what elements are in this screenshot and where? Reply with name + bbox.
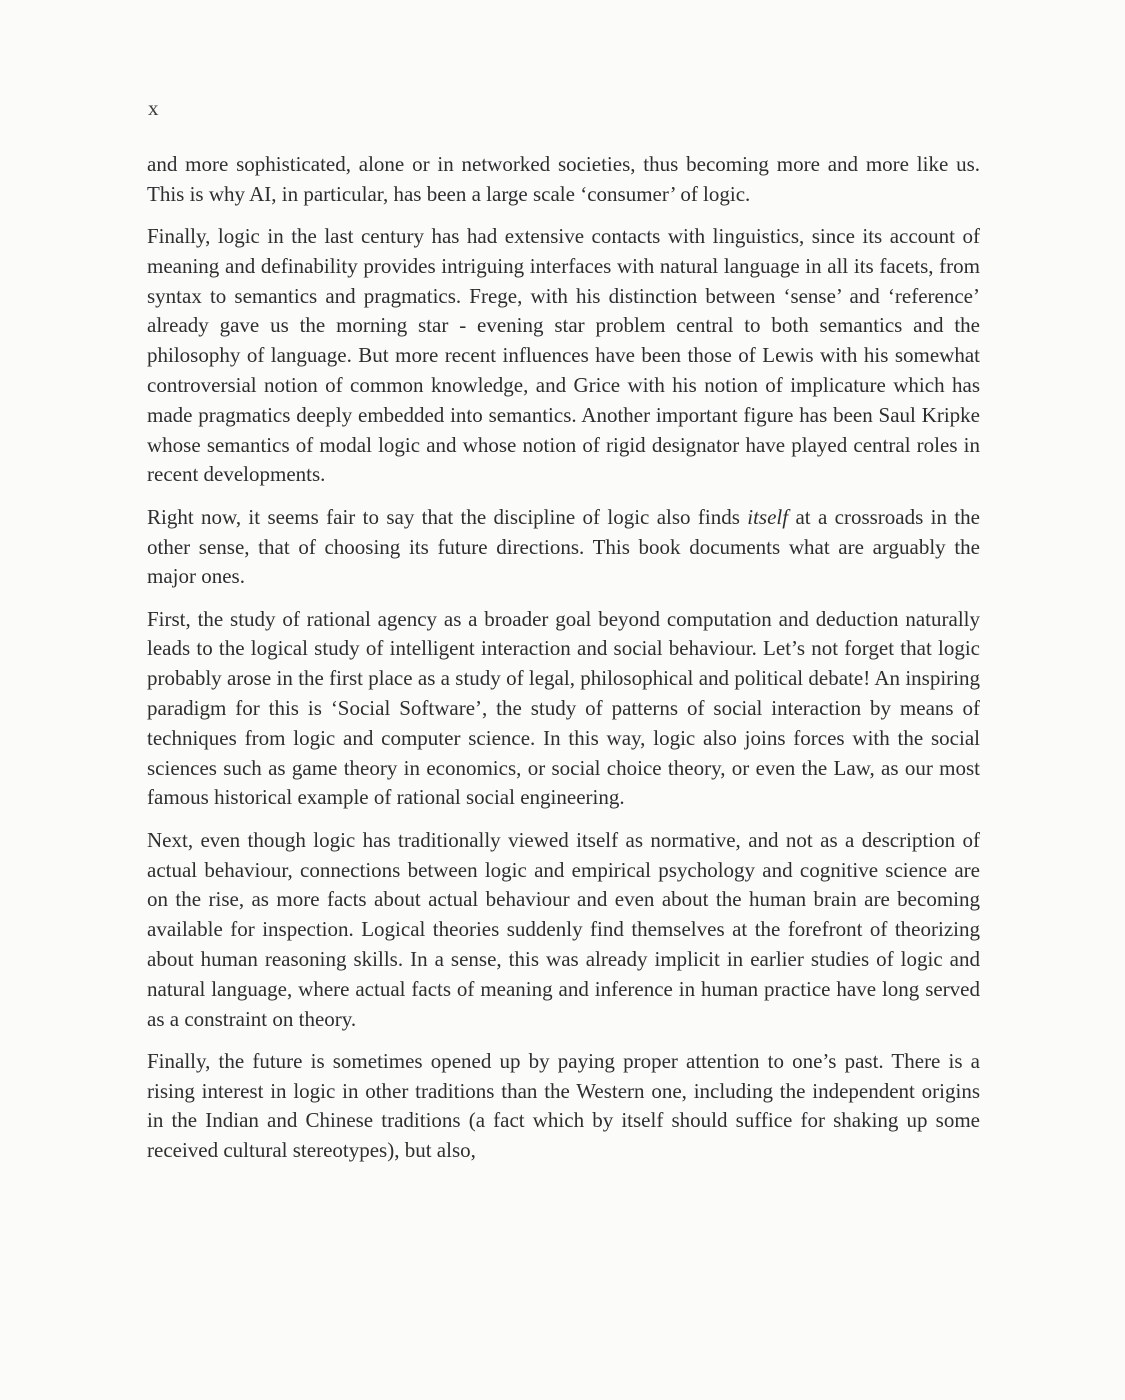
paragraph-text: Finally, logic in the last century has had extensive contacts with linguistics, since its account of meaning and definability provides intriguing interfaces with natural language in all its facets, from syntax to semantics and pragmatics. Frege, with his distinction between ‘sense’ and ‘reference’ already gave us the morning star - evening star problem central to both semantics and the philosophy of language. But more recent influences have been those of Lewis with his somewhat controversial notion of common knowledge, and Grice with his notion of implicature which has made pragmatics deeply embedded into semantics. Another important figure has been Saul Kripke whose semantics of modal logic and whose notion of rigid designator have played central roles in recent developments. [147, 224, 980, 487]
paragraph-text: and more sophisticated, alone or in networked societies, thus becoming more and more like us. This is why AI, in particular, has been a large scale ‘consumer’ of logic. [147, 152, 980, 206]
body-text [147, 150, 980, 1179]
paragraph-text: at a crossroads in the other sense, that of choosing its future directions. This book documents what are arguably the major ones. [147, 504, 980, 589]
paragraph-text: Finally, the future is sometimes opened up by paying proper attention to one’s past. There is a rising interest in logic in other traditions than the Western one, including the independent origins in the Indian and Chinese traditions (a fact which by itself should suffice for shaking up some received cultural stereotypes), but also, [147, 1048, 980, 1163]
emphasized-word: itself [747, 504, 789, 529]
paragraph [147, 503, 980, 592]
page-number: x [148, 96, 159, 120]
paragraph [147, 150, 980, 210]
paragraph-text: Next, even though logic has traditionally viewed itself as normative, and not as a description of actual behaviour, connections between logic and empirical psychology and cognitive science are on the rise, as more facts about actual behaviour and even about the human brain are becoming available for inspection. Logical theories suddenly find themselves at the forefront of theorizing about human reasoning skills. In a sense, this was already implicit in earlier studies of logic and natural language, where actual facts of meaning and inference in human practice have long served as a constraint on theory. [147, 827, 980, 1031]
paragraph [147, 1047, 980, 1166]
paragraph-text: First, the study of rational agency as a broader goal beyond computation and deduction naturally leads to the logical study of intelligent interaction and social behaviour. Let’s not forget that logic probably arose in the first place as a study of legal, philosophical and political debate! An inspiring paradigm for this is ‘Social Software’, the study of patterns of social interaction by means of techniques from logic and computer science. In this way, logic also joins forces with the social sciences such as game theory in economics, or social choice theory, or even the Law, as our most famous historical example of rational social engineering. [147, 606, 980, 810]
paragraph [147, 826, 980, 1035]
paragraph [147, 222, 980, 490]
paragraph-text: Right now, it seems fair to say that the discipline of logic also finds [147, 504, 748, 529]
paragraph [147, 605, 980, 814]
